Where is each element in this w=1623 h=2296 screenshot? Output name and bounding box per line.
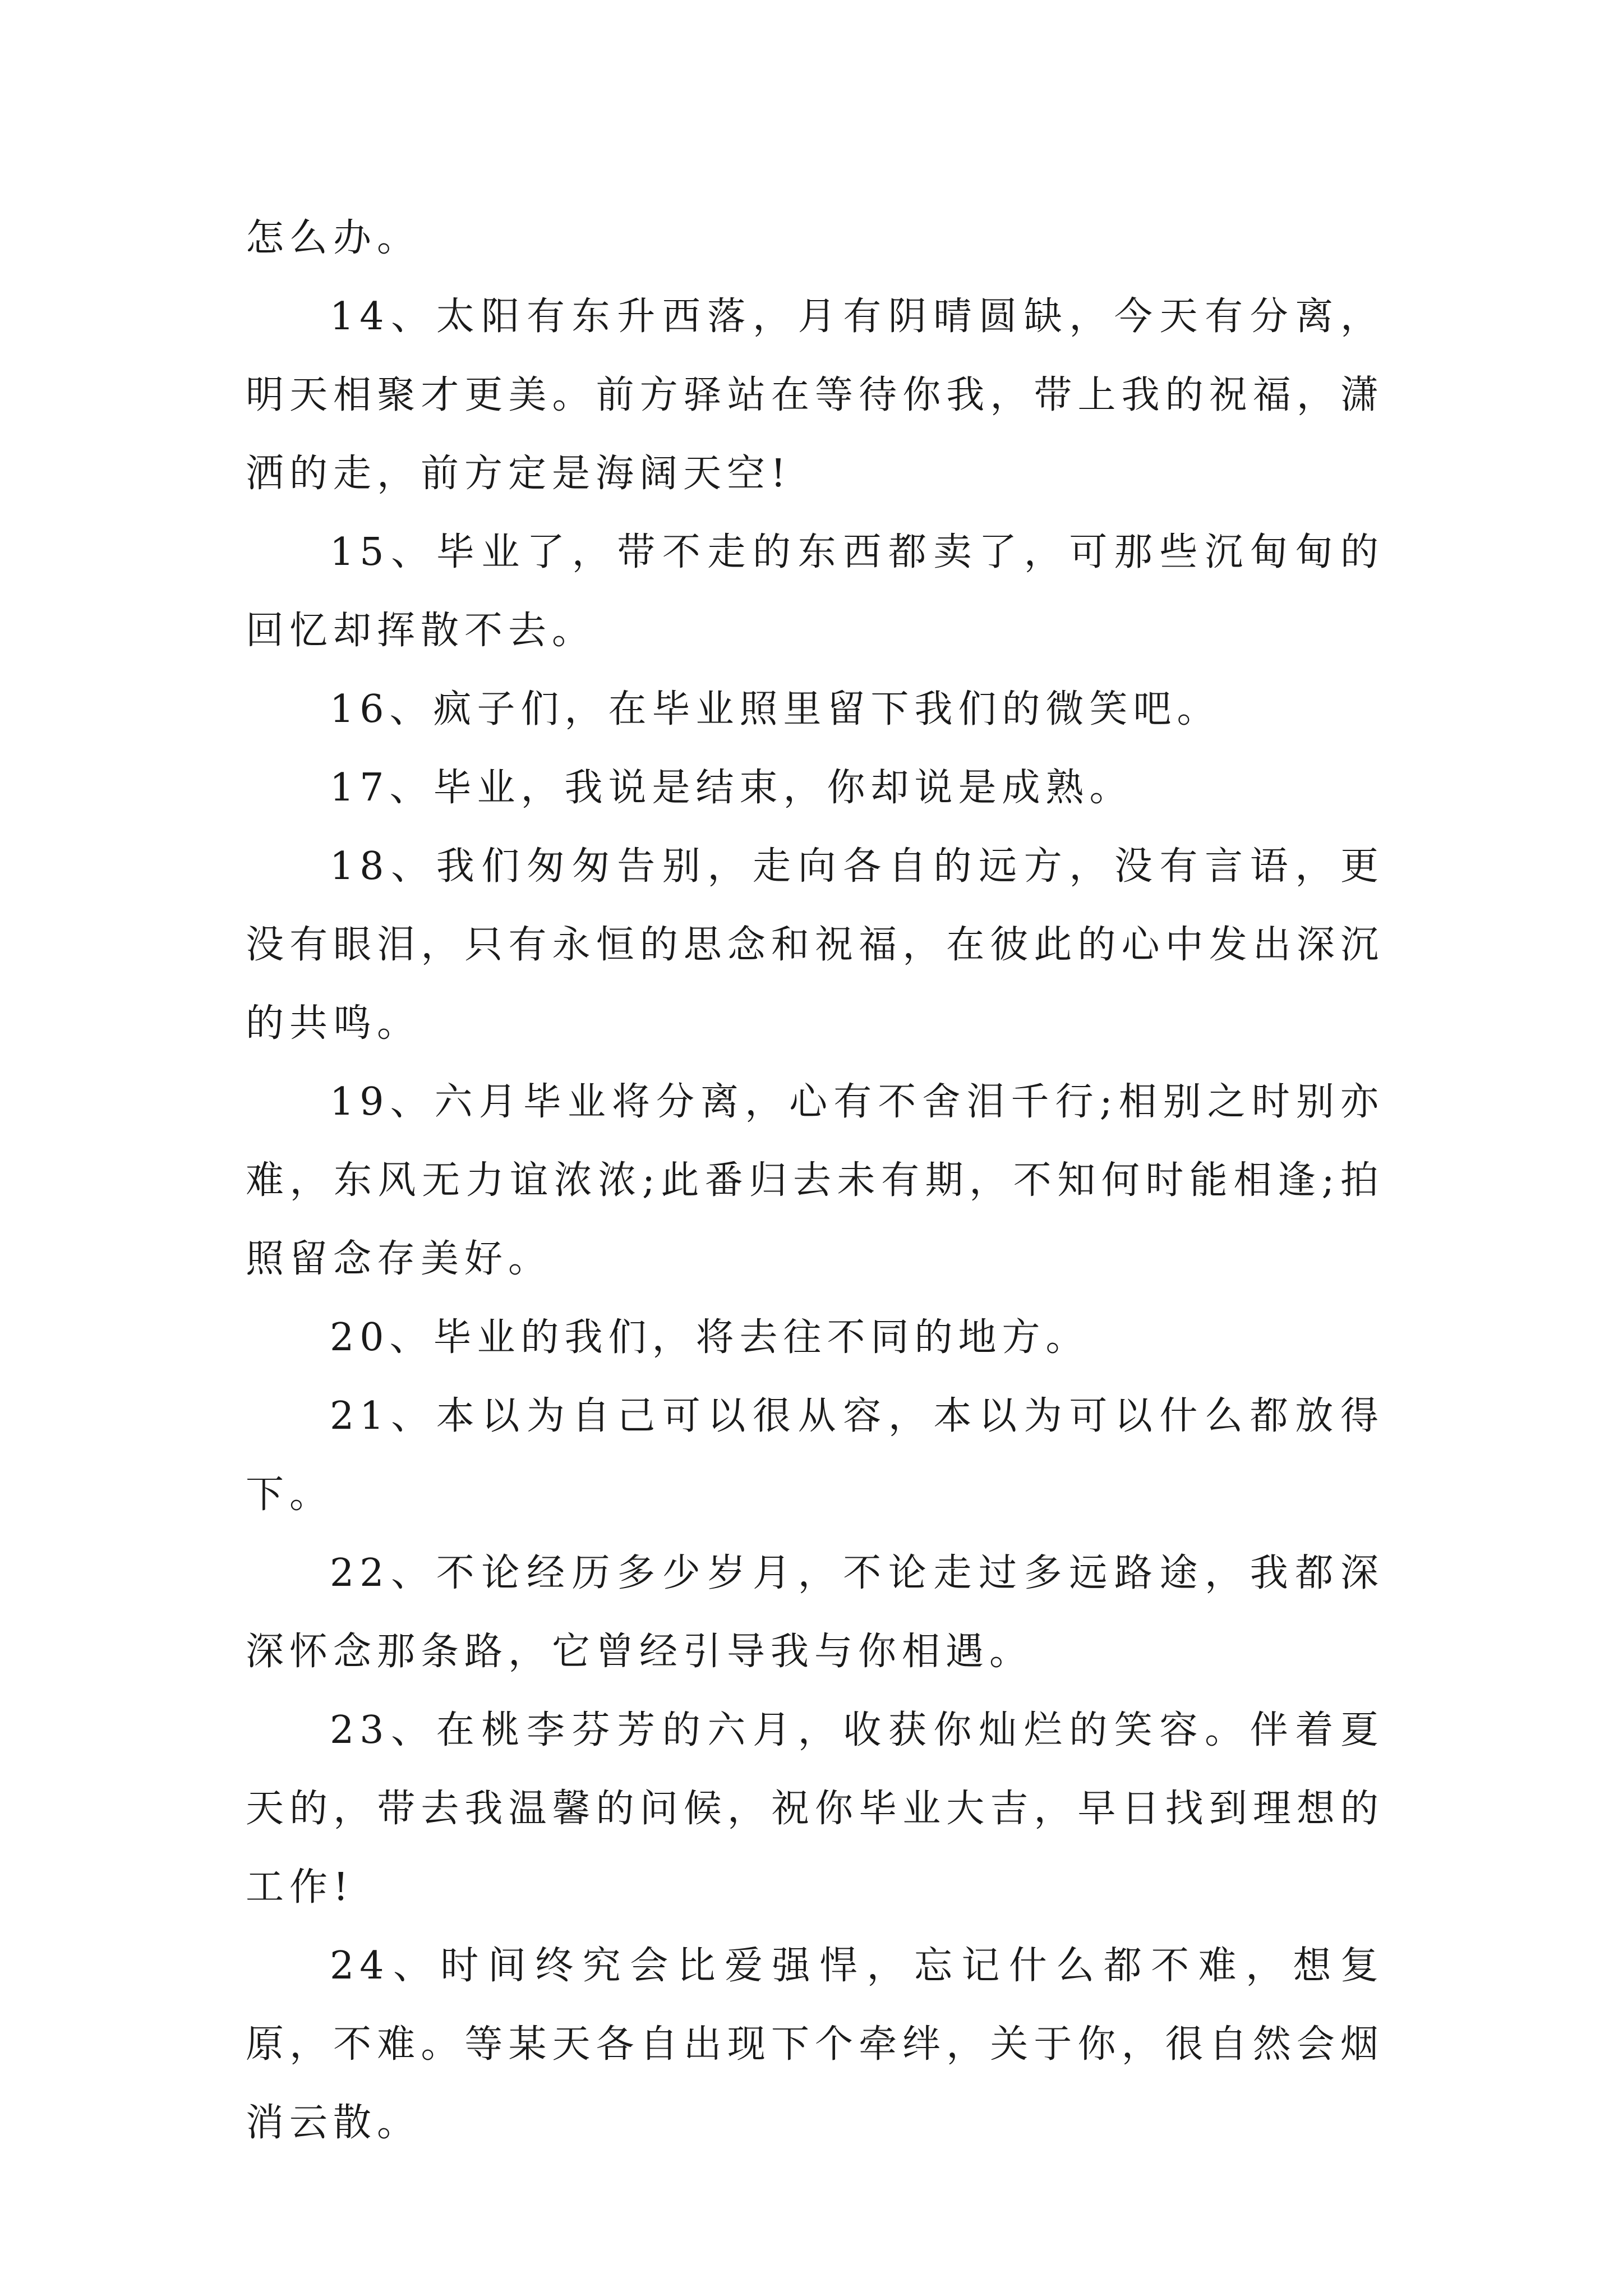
paragraph-22: 22、不论经历多少岁月，不论走过多远路途，我都深深怀念那条路，它曾经引导我与你相遇。 bbox=[246, 1551, 1384, 1674]
paragraph-16: 16、疯子们，在毕业照里留下我们的微笑吧。 bbox=[330, 687, 1221, 731]
paragraph-24: 24、时间终究会比爱强悍，忘记什么都不难，想复原，不难。等某天各自出现下个牵绊，关于你，很自然会烟消云散。 bbox=[246, 1944, 1384, 2145]
paragraph-23: 23、在桃李芬芳的六月，收获你灿烂的笑容。伴着夏天的，带去我温馨的问候，祝你毕业大吉，早日找到理想的工作! bbox=[246, 1708, 1384, 1910]
paragraph-continuation: 怎么办。 bbox=[246, 216, 421, 260]
paragraph-14: 14、太阳有东升西落，月有阴晴圆缺，今天有分离，明天相聚才更美。前方驿站在等待你我，带上我的祝福，潇洒的走，前方定是海阔天空! bbox=[246, 295, 1384, 496]
paragraph-19: 19、六月毕业将分离，心有不舍泪千行;相别之时别亦难，东风无力谊浓浓;此番归去未有期，不知何时能相逢;拍照留念存美好。 bbox=[246, 1080, 1384, 1281]
paragraph-17: 17、毕业，我说是结束，你却说是成熟。 bbox=[330, 766, 1133, 810]
paragraph-15: 15、毕业了，带不走的东西都卖了，可那些沉甸甸的回忆却挥散不去。 bbox=[246, 530, 1384, 653]
paragraph-21: 21、本以为自己可以很从容，本以为可以什么都放得下。 bbox=[246, 1394, 1384, 1517]
document-body bbox=[246, 199, 1384, 2162]
paragraph-20: 20、毕业的我们，将去往不同的地方。 bbox=[330, 1315, 1090, 1360]
paragraph-18: 18、我们匆匆告别，走向各自的远方，没有言语，更没有眼泪，只有永恒的思念和祝福，在彼此的心中发出深沉的共鸣。 bbox=[246, 844, 1384, 1046]
